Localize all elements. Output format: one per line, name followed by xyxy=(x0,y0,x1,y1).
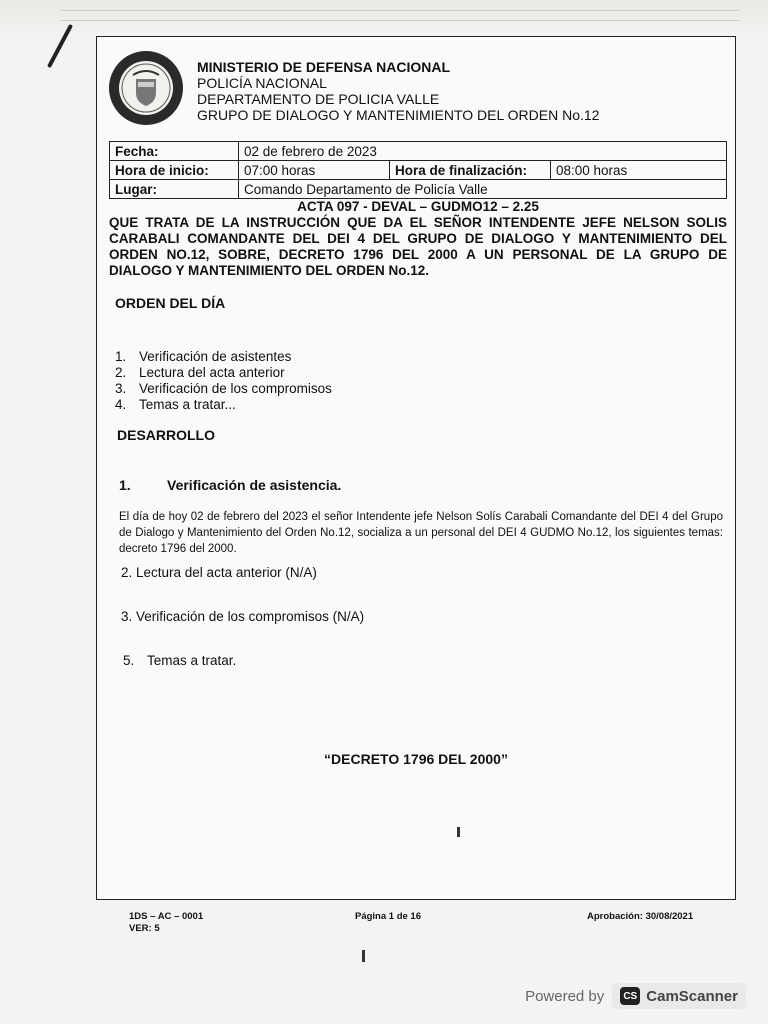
acta-subject: QUE TRATA DE LA INSTRUCCIÓN QUE DA EL SEÑOR INTENDENTE JEFE NELSON SOLIS CARABALI COMANDANTE DEL DEI 4 DEL GRUPO DE DIALOGO Y MANTENIMIENTO DEL ORDEN NO.12, SOBRE, DECRETO 1796 DEL 2000 A UN PERSONAL DE LA GRUPO DE DIALOGO Y MANTENIMIENTO DEL ORDEN No.12. xyxy=(109,215,727,278)
hora-fin-label: Hora de finalización: xyxy=(390,161,551,180)
footer-code-block xyxy=(129,911,203,935)
stray-mark xyxy=(362,950,365,962)
footer-approval: Aprobación: 30/08/2021 xyxy=(587,911,694,922)
agenda-item: 2. Lectura del acta anterior xyxy=(115,365,285,380)
bleed-through-line xyxy=(60,20,740,21)
agenda-item: 1. Verificación de asistentes xyxy=(115,349,292,364)
desarrollo-item3: 3. Verificación de los compromisos (N/A) xyxy=(121,609,365,624)
police-seal-icon xyxy=(107,49,185,127)
orden-del-dia-title: ORDEN DEL DÍA xyxy=(115,295,226,311)
footer-version: VER: 5 xyxy=(129,923,160,934)
desarrollo-item5-number: 5. xyxy=(123,653,135,668)
agenda-item: 3. Verificación de los compromisos xyxy=(115,381,332,396)
powered-by-label: Powered by xyxy=(525,987,605,1005)
hora-inicio-value: 07:00 horas xyxy=(239,161,390,180)
agenda-item: 4. Temas a tratar... xyxy=(115,397,236,412)
desarrollo-item5-text: Temas a tratar. xyxy=(147,653,237,668)
camscanner-logo-icon: CS xyxy=(620,987,640,1005)
camscanner-watermark xyxy=(525,980,746,1012)
lugar-value: Comando Departamento de Policía Valle xyxy=(239,180,727,199)
acta-title-block xyxy=(109,199,727,279)
hora-fin-value: 08:00 horas xyxy=(551,161,727,180)
footer-page: Página 1 de 16 xyxy=(355,911,422,922)
fecha-label: Fecha: xyxy=(110,142,239,161)
bleed-through-line xyxy=(60,10,740,11)
fecha-value: 02 de febrero de 2023 xyxy=(239,142,727,161)
desarrollo-item1-number: 1. xyxy=(119,477,131,493)
agenda-list xyxy=(115,349,332,413)
camscanner-brand: CamScanner xyxy=(646,987,738,1005)
header-ministry: MINISTERIO DE DEFENSA NACIONAL xyxy=(197,59,451,75)
asistencia-paragraph: El día de hoy 02 de febrero del 2023 el señor Intendente jefe Nelson Solís Carabali Comandante del DEI 4 del Grupo de Dialogo y Mantenimiento del Orden No.12, socializa a un personal del DEI 4 GUDMO No.12, los siguientes temas: decreto 1796 del 2000. xyxy=(119,511,723,555)
scan-bleed-area xyxy=(0,0,768,34)
meeting-info-table xyxy=(109,141,727,199)
acta-number: ACTA 097 - DEVAL – GUDMO12 – 2.25 xyxy=(297,199,539,214)
desarrollo-item2: 2. Lectura del acta anterior (N/A) xyxy=(121,565,317,580)
desarrollo-item1-title: Verificación de asistencia. xyxy=(167,477,342,493)
header-group: GRUPO DE DIALOGO Y MANTENIMIENTO DEL ORDEN No.12 xyxy=(197,107,600,123)
header-department: DEPARTAMENTO DE POLICIA VALLE xyxy=(197,91,440,107)
stray-mark xyxy=(457,827,460,837)
decree-heading: “DECRETO 1796 DEL 2000” xyxy=(324,751,508,767)
lugar-label: Lugar: xyxy=(110,180,239,199)
document-header xyxy=(197,59,599,123)
desarrollo-title: DESARROLLO xyxy=(117,427,215,443)
header-police: POLICÍA NACIONAL xyxy=(197,75,327,91)
camscanner-badge xyxy=(612,983,746,1009)
footer-code: 1DS – AC – 0001 xyxy=(129,911,204,922)
document-page xyxy=(96,36,736,934)
hora-inicio-label: Hora de inicio: xyxy=(110,161,239,180)
